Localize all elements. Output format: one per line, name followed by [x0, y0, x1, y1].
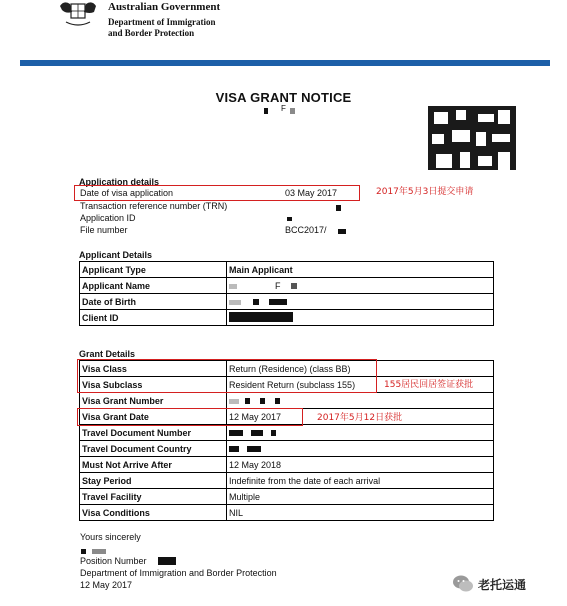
- visa-subclass-label: Visa Subclass: [80, 377, 227, 393]
- notice-title: VISA GRANT NOTICE: [215, 90, 352, 105]
- highlight-box: [74, 185, 360, 201]
- visa-grant-number-label: Visa Grant Number: [80, 393, 227, 409]
- applicant-name-value: [227, 278, 494, 294]
- grant-details-heading: Grant Details: [79, 349, 136, 359]
- qr-code-icon: [428, 106, 516, 178]
- client-id-value: [227, 310, 494, 326]
- applicant-type-value: Main Applicant: [227, 262, 494, 278]
- travel-document-number-label: Travel Document Number: [80, 425, 227, 441]
- brand-watermark: 老托运通: [478, 578, 527, 592]
- highlight-box: [77, 408, 303, 426]
- table-row: [80, 473, 494, 489]
- stay-period-value: Indefinite from the date of each arrival: [227, 473, 494, 489]
- travel-facility-value: Multiple: [227, 489, 494, 505]
- table-row: [80, 489, 494, 505]
- table-row: [80, 505, 494, 521]
- redacted-signatory: [81, 549, 86, 554]
- must-not-arrive-after-value: 12 May 2018: [227, 457, 494, 473]
- annotation-submitted: 2017年5月3日提交申请: [376, 187, 474, 197]
- coat-of-arms-icon: [56, 0, 100, 30]
- table-row: [80, 262, 494, 278]
- applicant-type-label: Applicant Type: [80, 262, 227, 278]
- table-row: [80, 441, 494, 457]
- closing-text: Yours sincerely: [80, 532, 141, 542]
- department-signoff: Department of Immigration and Border Protection: [80, 568, 277, 578]
- department-name-line2: and Border Protection: [108, 28, 195, 38]
- date-of-visa-application-label: Date of visa application: [80, 188, 174, 198]
- application-details-heading: Application details: [79, 177, 160, 187]
- redacted-file-number: [338, 229, 346, 234]
- applicant-details-heading: Applicant Details: [79, 250, 153, 260]
- must-not-arrive-after-label: Must Not Arrive After: [80, 457, 227, 473]
- table-row: [80, 393, 494, 409]
- redacted-name-block: [290, 108, 295, 114]
- applicant-name-fragment: F: [275, 280, 281, 291]
- department-name-line1: Department of Immigration: [108, 17, 216, 27]
- visa-conditions-label: Visa Conditions: [80, 505, 227, 521]
- travel-document-country-value: [227, 441, 494, 457]
- application-id-label: Application ID: [80, 213, 136, 223]
- name-fragment: F: [281, 104, 286, 113]
- visa-class-value: Return (Residence) (class BB): [227, 361, 494, 377]
- file-number-value: BCC2017/: [285, 225, 327, 235]
- travel-document-number-value: [227, 425, 494, 441]
- applicant-details-table: [79, 261, 494, 326]
- visa-grant-date-label: Visa Grant Date: [80, 409, 227, 425]
- travel-facility-label: Travel Facility: [80, 489, 227, 505]
- table-row: [80, 457, 494, 473]
- date-of-birth-value: [227, 294, 494, 310]
- visa-subclass-value: Resident Return (subclass 155): [227, 377, 494, 393]
- applicant-name-label: Applicant Name: [80, 278, 227, 294]
- redacted-name-block: [264, 108, 268, 114]
- trn-label: Transaction reference number (TRN): [80, 201, 228, 211]
- redacted-application-id: [287, 217, 292, 221]
- date-of-visa-application-value: 03 May 2017: [285, 188, 338, 198]
- redacted-signatory: [92, 549, 106, 554]
- travel-document-country-label: Travel Document Country: [80, 441, 227, 457]
- table-row: [80, 425, 494, 441]
- annotation-granted: 2017年5月12日获批: [317, 413, 403, 423]
- signoff-date: 12 May 2017: [80, 580, 133, 590]
- header-rule: [20, 60, 550, 66]
- wechat-icon: [452, 573, 474, 595]
- client-id-label: Client ID: [80, 310, 227, 326]
- stay-period-label: Stay Period: [80, 473, 227, 489]
- file-number-label: File number: [80, 225, 128, 235]
- highlight-box: [77, 359, 377, 393]
- visa-class-label: Visa Class: [80, 361, 227, 377]
- visa-grant-number-value: [227, 393, 494, 409]
- table-row: [80, 278, 494, 294]
- table-row: [80, 310, 494, 326]
- redacted-trn: [336, 205, 341, 211]
- annotation-subclass: 155居民回居签证获批: [384, 380, 474, 390]
- position-number-label: Position Number: [80, 556, 147, 566]
- government-title: Australian Government: [108, 1, 221, 13]
- table-row: [80, 294, 494, 310]
- redacted-position-number: [158, 557, 176, 565]
- visa-conditions-value: NIL: [227, 505, 494, 521]
- visa-grant-date-value: 12 May 2017: [227, 409, 494, 425]
- date-of-birth-label: Date of Birth: [80, 294, 227, 310]
